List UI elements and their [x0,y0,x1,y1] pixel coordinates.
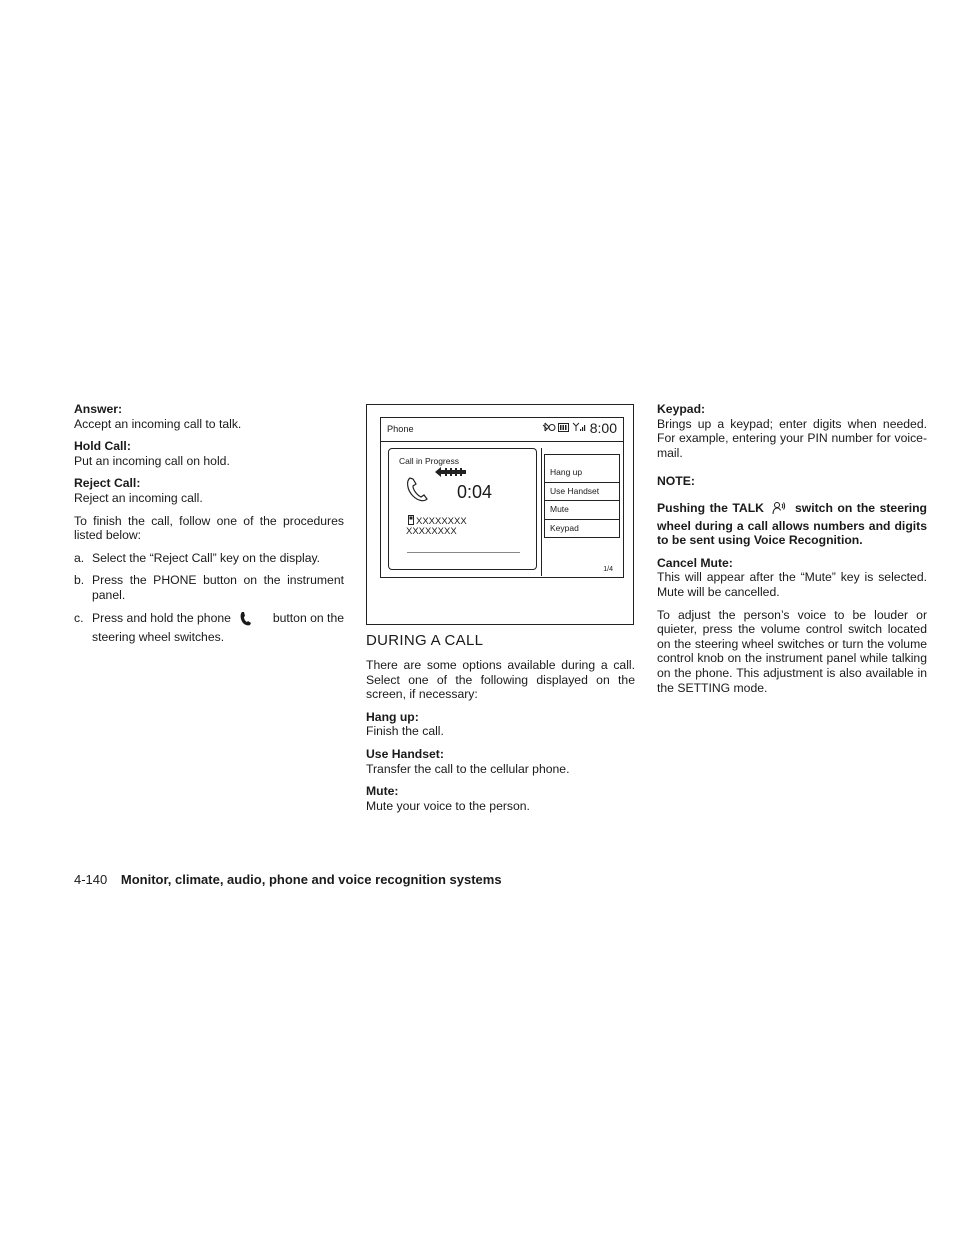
step-a-label: a. [74,550,85,565]
screen-title: Phone [387,424,414,434]
note-text-1: Pushing the TALK [657,500,764,515]
caller-name-2: XXXXXXXX [406,526,457,537]
step-b [74,573,344,602]
status-divider [381,441,623,442]
step-c [74,611,344,645]
call-timer: 0:04 [457,482,493,502]
hold-call-definition: Put an incoming call on hold. [74,453,230,468]
hold-call-term: Hold Call: [74,439,131,454]
step-c-label: c. [74,610,84,625]
step-b-label: b. [74,573,85,588]
screen-clock: 8:00 [589,420,617,436]
handset-icon [405,476,429,506]
call-status: Call in Progress [399,456,459,466]
step-c-text-1: Press and hold the phone [92,610,231,625]
battery-icon [558,423,570,434]
bluetooth-icon [542,422,556,435]
left-column [74,402,344,653]
menu-separator [541,448,542,576]
phone-display [380,417,624,578]
talk-voice-icon [768,501,790,519]
note-text [657,501,927,548]
menu-keypad[interactable]: Keypad [544,520,620,539]
status-bar [542,420,617,436]
answer-definition: Accept an incoming call to talk. [74,416,242,431]
keypad-term: Keypad: [657,402,706,416]
cancel-mute-definition: This will appear after the “Mute” key is selected. Mute will be cancelled. [657,570,927,599]
finish-call-intro: To finish the call, follow one of the procedures listed below: [74,513,344,543]
step-b-text: Press the PHONE button on the instrument panel. [92,573,344,602]
menu-hang-up[interactable]: Hang up [544,464,620,483]
right-column [657,402,927,703]
signal-icon [572,422,586,434]
note-label: NOTE: [657,474,695,489]
mute-term: Mute: [366,784,399,799]
volume-paragraph: To adjust the person’s voice to be louder or quieter, press the volume control switch located on the steering wheel switches or turn the volume control knob on the instrument panel while talking on the phone. This adjustment is also available in the SETTING mode. [657,607,927,695]
page-indicator: 1/4 [603,566,613,573]
note-text-2: switch on the steering wheel during a call allows numbers and digits to be sent using Voice Recognition. [657,500,928,548]
middle-column [366,658,635,821]
call-panel-divider [407,552,520,553]
menu-use-handset[interactable]: Use Handset [544,483,620,502]
during-call-intro: There are some options available during a call. Select one of the following displayed on the screen, if necessary: [366,658,635,702]
hang-up-definition: Finish the call. [366,724,444,739]
step-a [74,551,344,566]
phone-handset-icon [231,611,261,631]
cancel-mute-term: Cancel Mute: [657,555,733,570]
step-a-text: Select the “Reject Call” key on the display. [92,550,321,565]
call-options-menu [544,464,620,538]
page-number: 4-140 [74,872,108,887]
use-handset-definition: Transfer the call to the cellular phone. [366,761,570,776]
menu-mute[interactable]: Mute [544,501,620,520]
section-title: Monitor, climate, audio, phone and voice recognition systems [120,872,502,887]
call-arrow-icon [435,467,467,479]
step-c-text-3: steering wheel switches. [92,630,225,645]
reject-call-term: Reject Call: [74,476,141,491]
phone-screen-figure [366,404,634,625]
step-c-text-2: button on the [272,610,344,625]
use-handset-term: Use Handset: [366,746,444,761]
hang-up-term: Hang up: [366,709,419,724]
caller-name-1: XXXXXXXX [416,516,467,527]
section-heading: DURING A CALL [366,632,484,649]
answer-term: Answer: [74,402,123,416]
page-footer [74,872,502,887]
call-panel [388,448,537,570]
keypad-definition: Brings up a keypad; enter digits when needed. For example, entering your PIN number for voice-mail. [657,416,927,460]
mute-definition: Mute your voice to the person. [366,798,530,813]
reject-call-definition: Reject an incoming call. [74,490,203,505]
